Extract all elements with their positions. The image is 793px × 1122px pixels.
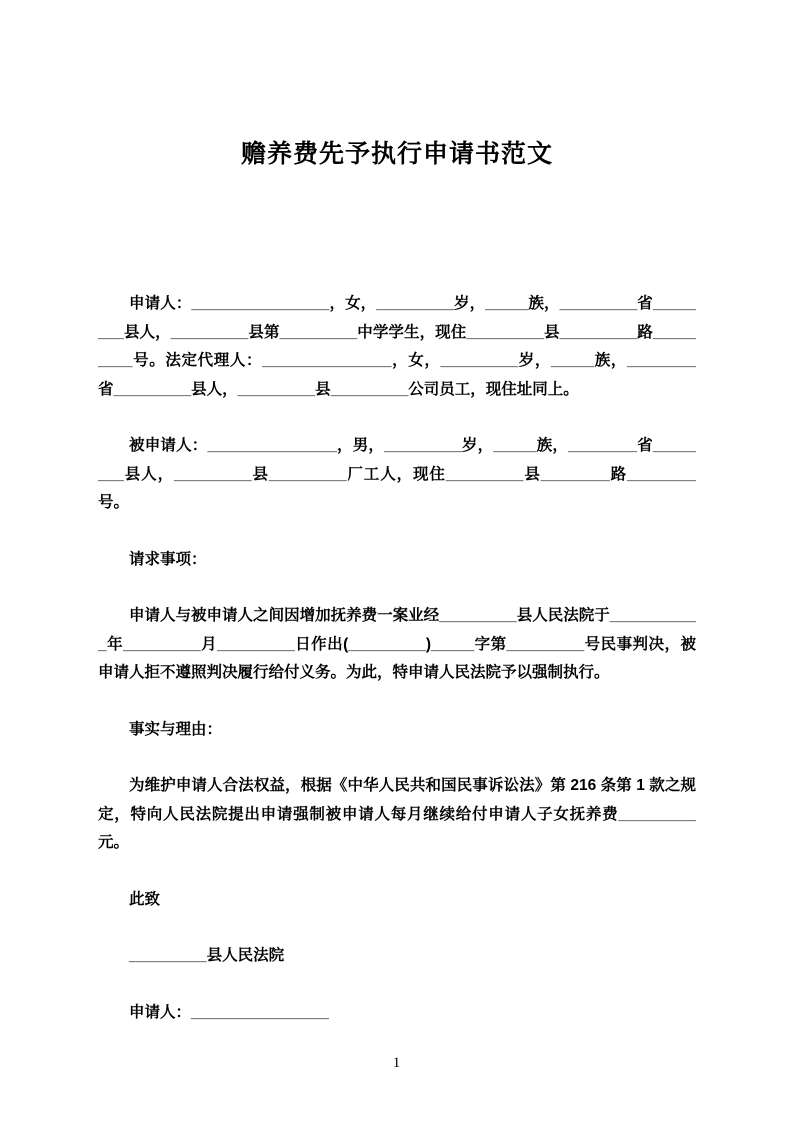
facts-reasons-paragraph: 为维护申请人合法权益，根据《中华人民共和国民事诉讼法》第 216 条第 1 款之规定，特向人民法院提出申请强制被申请人每月继续给付申请人子女抚养费_________元。 — [98, 777, 696, 851]
court-name-line: _________县人民法院 — [129, 947, 285, 964]
request-items-paragraph: 申请人与被申请人之间因增加抚养费一案业经_________县人民法院于___________年_________月_________日作出(_________)_____字第_________号民事判决，被申请人拒不遵照判决履行给付义务。为此，特申请人民法院予以强制执行。 — [98, 607, 696, 681]
document-body — [98, 290, 696, 1027]
request-items-heading: 请求事项： — [129, 550, 207, 568]
salutation-line: 此致 — [129, 890, 161, 908]
respondent-info-paragraph: 被申请人：_______________，男，_________岁，_____族，________省________县人，_________县_________厂工人，现住_________县________路________号。 — [98, 437, 696, 511]
applicant-info-paragraph: 申请人：________________，女，_________岁，_____族，_________省________县人，_________县第_________中学学生，现住_________县_________路_________号。法定代理人：_______________，女，_________岁，_____族，________省_________县人，_________县_________公司员工，现住址同上。 — [98, 295, 696, 398]
document-title: 赡养费先予执行申请书范文 — [240, 140, 553, 168]
applicant-signature-line: 申请人：________________ — [129, 1003, 329, 1021]
page-number: 1 — [392, 1055, 401, 1071]
facts-reasons-heading: 事实与理由： — [129, 720, 223, 738]
